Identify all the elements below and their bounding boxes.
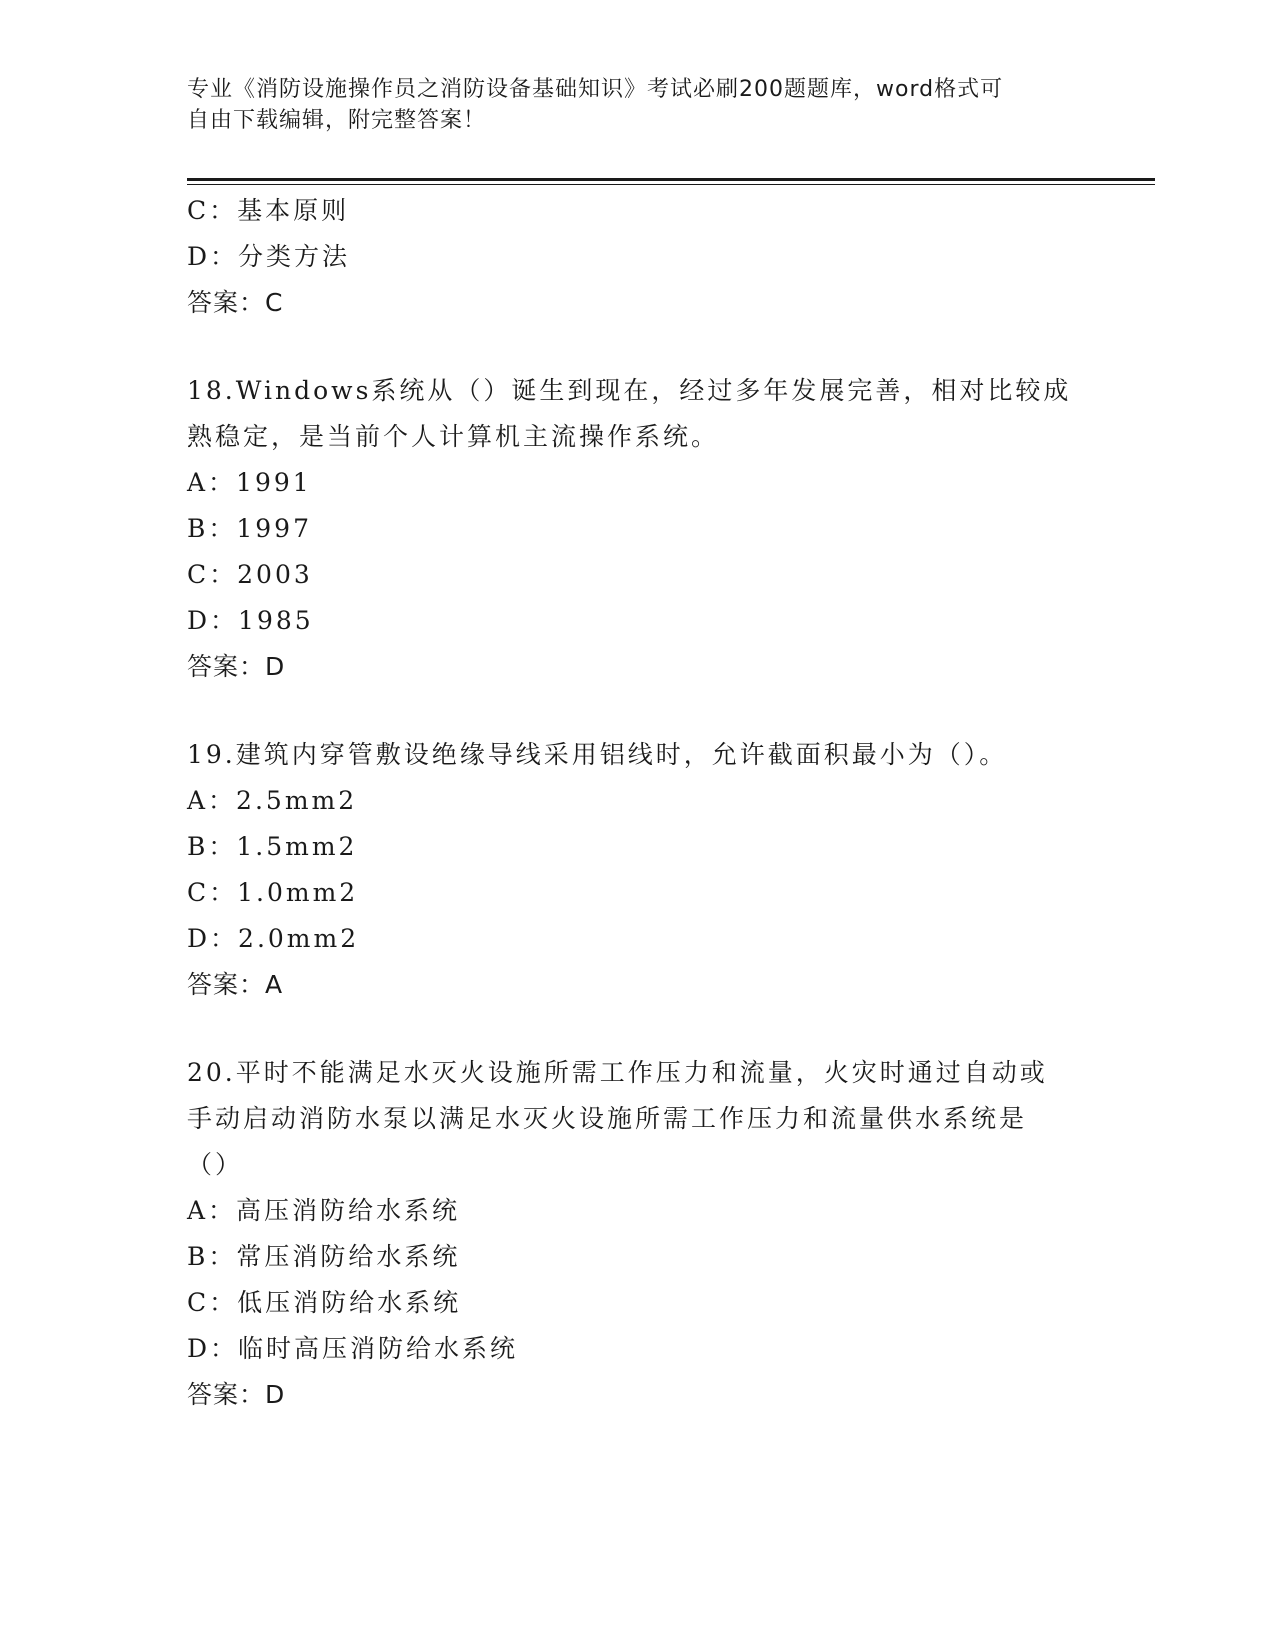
document-header [187, 74, 1067, 136]
question-text-line: （） [187, 1150, 244, 1179]
question-text-line: 19.建筑内穿管敷设绝缘导线采用铝线时，允许截面积最小为（）。 [187, 740, 1008, 769]
question-20 [187, 1050, 1087, 1418]
option-b: B：1997 [187, 514, 312, 543]
option-a: A：1991 [187, 468, 312, 497]
question-text-line: 手动启动消防水泵以满足水灭火设施所需工作压力和流量供水系统是 [187, 1104, 1028, 1133]
option-c: C：1.0mm2 [187, 878, 359, 907]
answer: 答案：A [187, 970, 284, 999]
question-text-line: 熟稳定，是当前个人计算机主流操作系统。 [187, 422, 720, 451]
option-c: C：低压消防给水系统 [187, 1288, 462, 1317]
question-19 [187, 732, 1087, 1008]
option-d: D：临时高压消防给水系统 [187, 1334, 519, 1363]
option-a: A：2.5mm2 [187, 786, 358, 815]
option-d: D：2.0mm2 [187, 924, 360, 953]
option-b: B：常压消防给水系统 [187, 1242, 461, 1271]
option-a: A：高压消防给水系统 [187, 1196, 461, 1225]
answer: 答案：C [187, 288, 284, 317]
option-c: C：2003 [187, 560, 313, 589]
option-d: D：分类方法 [187, 242, 351, 271]
header-divider-thin [187, 184, 1155, 185]
header-line-1: 专业《消防设施操作员之消防设备基础知识》考试必刷200题题库，word格式可 [187, 77, 1004, 102]
header-line-2: 自由下载编辑，附完整答案！ [187, 108, 487, 133]
answer: 答案：D [187, 652, 286, 681]
header-divider-thick [187, 178, 1155, 181]
answer: 答案：D [187, 1380, 286, 1409]
question-list [187, 188, 1087, 1418]
question-text-line: 20.平时不能满足水灭火设施所需工作压力和流量，火灾时通过自动或 [187, 1058, 1048, 1087]
option-b: B：1.5mm2 [187, 832, 358, 861]
question-18 [187, 368, 1087, 690]
prev-question [187, 188, 1087, 326]
option-c: C：基本原则 [187, 196, 350, 225]
option-d: D：1985 [187, 606, 314, 635]
question-text-line: 18.Windows系统从（）诞生到现在，经过多年发展完善，相对比较成 [187, 376, 1072, 405]
